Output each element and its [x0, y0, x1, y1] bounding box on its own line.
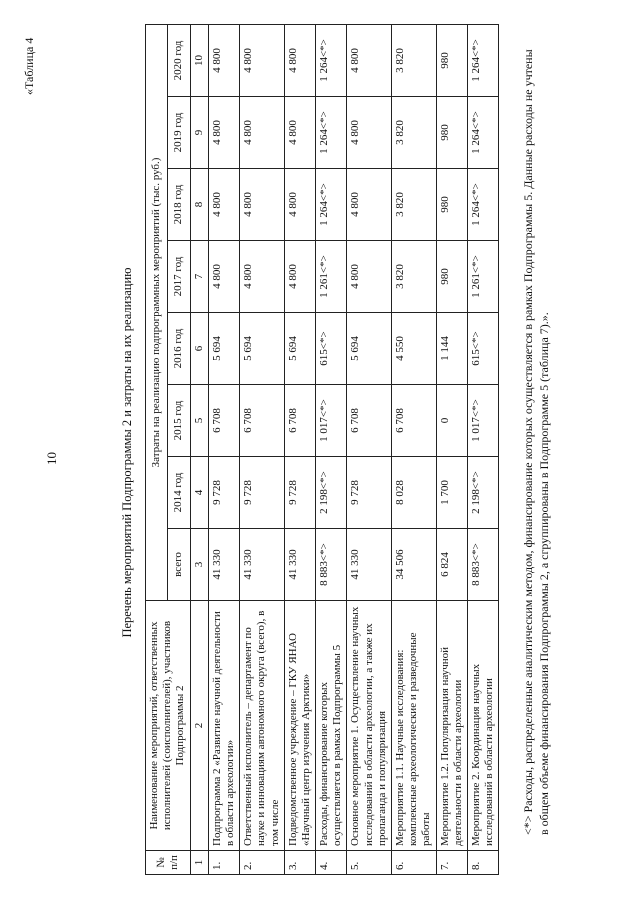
col-name-header: Наименование мероприятий, ответственных исполнителей (соисполнителей), участников Подпрограммы 2	[146, 601, 191, 851]
row-year-value: 6 708	[347, 385, 392, 457]
row-number: 4.	[316, 851, 347, 875]
row-year-value: 9 728	[240, 457, 285, 529]
page-number: 10	[44, 452, 59, 465]
row-year-value: 4 800	[208, 97, 239, 169]
row-year-value: 4 800	[240, 24, 285, 96]
row-year-value: 0	[436, 385, 467, 457]
row-number: 7.	[436, 851, 467, 875]
footnote: <*> Расходы, распределенные аналитическим методом, финансирование которых осуществляется в рамках Подпрограммы 5. Данные расходы не учтены в общем объеме финансирования Подпрограммы 2, а сгруппированы в Подпрограмме 5 (таблица 7).».	[521, 49, 552, 835]
row-name: Основное мероприятие 1. Осуществление научных исследований в области археологии, а также их пропаганда и популяризация	[347, 601, 392, 851]
row-year-value: 1 261<*>	[467, 241, 498, 313]
row-total: 41 330	[208, 529, 239, 601]
row-year-value: 6 708	[392, 385, 437, 457]
row-year-value: 980	[436, 24, 467, 96]
col-year-header: 2015 год	[168, 385, 190, 457]
row-total: 41 330	[284, 529, 315, 601]
row-name: Мероприятие 1.2. Популяризация научной деятельности в области археологии	[436, 601, 467, 851]
column-number-row	[190, 24, 208, 874]
col-number: 4	[190, 457, 208, 529]
col-no-header: № п/п	[146, 851, 191, 875]
row-year-value: 9 728	[208, 457, 239, 529]
costs-table	[145, 24, 499, 875]
row-year-value: 5 694	[208, 313, 239, 385]
col-year-header: 2018 год	[168, 169, 190, 241]
row-name: Подпрограмма 2 «Развитие научной деятельности в области археологии»	[208, 601, 239, 851]
col-number: 8	[190, 169, 208, 241]
row-year-value: 4 800	[208, 169, 239, 241]
col-number: 6	[190, 313, 208, 385]
row-year-value: 9 728	[347, 457, 392, 529]
col-total-header: всего	[168, 529, 190, 601]
row-year-value: 4 800	[347, 24, 392, 96]
row-name: Расходы, финансирование которых осуществляется в рамках Подпрограммы 5	[316, 601, 347, 851]
table-row	[392, 24, 437, 874]
row-year-value: 4 800	[284, 241, 315, 313]
row-year-value: 4 800	[208, 241, 239, 313]
table-row	[316, 24, 347, 874]
row-year-value: 2 198<*>	[467, 457, 498, 529]
col-number: 2	[190, 601, 208, 851]
col-number: 3	[190, 529, 208, 601]
row-year-value: 1 700	[436, 457, 467, 529]
table-row	[436, 24, 467, 874]
row-year-value: 1 264<*>	[467, 169, 498, 241]
document-title: Перечень мероприятий Подпрограммы 2 и затраты на их реализацию	[120, 267, 134, 638]
row-year-value: 6 708	[240, 385, 285, 457]
row-year-value: 4 800	[347, 169, 392, 241]
row-year-value: 4 800	[208, 24, 239, 96]
row-year-value: 8 028	[392, 457, 437, 529]
col-number: 10	[190, 24, 208, 96]
table-row	[347, 24, 392, 874]
row-total: 41 330	[347, 529, 392, 601]
row-year-value: 4 800	[240, 241, 285, 313]
row-total: 34 506	[392, 529, 437, 601]
row-year-value: 1 264<*>	[316, 24, 347, 96]
row-year-value: 980	[436, 169, 467, 241]
row-year-value: 1 017<*>	[316, 385, 347, 457]
row-name: Мероприятие 1.1. Научные исследования: комплексные археологические и разведочные работы	[392, 601, 437, 851]
row-year-value: 5 694	[284, 313, 315, 385]
row-number: 8.	[467, 851, 498, 875]
row-number: 2.	[240, 851, 285, 875]
col-year-header: 2014 год	[168, 457, 190, 529]
row-total: 6 824	[436, 529, 467, 601]
row-year-value: 4 800	[284, 24, 315, 96]
row-year-value: 6 708	[284, 385, 315, 457]
row-year-value: 3 820	[392, 241, 437, 313]
row-name: Подведомственное учреждение – ГКУ ЯНАО «Научный центр изучения Арктики»	[284, 601, 315, 851]
row-total: 8 883<*>	[467, 529, 498, 601]
col-year-header: 2020 год	[168, 24, 190, 96]
row-year-value: 1 264<*>	[316, 97, 347, 169]
row-year-value: 3 820	[392, 97, 437, 169]
row-year-value: 1 264<*>	[316, 169, 347, 241]
row-year-value: 6 708	[208, 385, 239, 457]
col-number: 1	[190, 851, 208, 875]
row-year-value: 615<*>	[467, 313, 498, 385]
row-year-value: 5 694	[347, 313, 392, 385]
row-number: 5.	[347, 851, 392, 875]
row-year-value: 4 800	[240, 97, 285, 169]
row-year-value: 4 800	[347, 97, 392, 169]
row-number: 3.	[284, 851, 315, 875]
row-year-value: 1 264<*>	[467, 24, 498, 96]
row-year-value: 1 017<*>	[467, 385, 498, 457]
row-year-value: 3 820	[392, 169, 437, 241]
header-row-1	[146, 24, 168, 874]
table-row	[208, 24, 239, 874]
col-number: 7	[190, 241, 208, 313]
table-label: «Таблица 4	[22, 37, 36, 95]
col-costs-group-header: Затраты на реализацию подпрограммных мероприятий (тыс. руб.)	[146, 24, 168, 600]
row-year-value: 9 728	[284, 457, 315, 529]
row-year-value: 1 261<*>	[316, 241, 347, 313]
row-year-value: 3 820	[392, 24, 437, 96]
row-year-value: 980	[436, 97, 467, 169]
row-total: 8 883<*>	[316, 529, 347, 601]
row-year-value: 4 800	[240, 169, 285, 241]
row-number: 1.	[208, 851, 239, 875]
row-number: 6.	[392, 851, 437, 875]
row-year-value: 615<*>	[316, 313, 347, 385]
table-row	[240, 24, 285, 874]
col-number: 9	[190, 97, 208, 169]
row-year-value: 980	[436, 241, 467, 313]
row-year-value: 4 800	[284, 97, 315, 169]
table-row	[467, 24, 498, 874]
col-year-header: 2016 год	[168, 313, 190, 385]
row-year-value: 2 198<*>	[316, 457, 347, 529]
row-name: Мероприятие 2. Координация научных исследований в области археологии	[467, 601, 498, 851]
row-year-value: 4 800	[347, 241, 392, 313]
col-year-header: 2019 год	[168, 97, 190, 169]
row-name: Ответственный исполнитель – департамент по науке и инновациям автономного округа (всего), в том числе	[240, 601, 285, 851]
row-year-value: 5 694	[240, 313, 285, 385]
row-total: 41 330	[240, 529, 285, 601]
col-number: 5	[190, 385, 208, 457]
col-year-header: 2017 год	[168, 241, 190, 313]
row-year-value: 4 550	[392, 313, 437, 385]
row-year-value: 4 800	[284, 169, 315, 241]
row-year-value: 1 264<*>	[467, 97, 498, 169]
row-year-value: 1 144	[436, 313, 467, 385]
table-row	[284, 24, 315, 874]
